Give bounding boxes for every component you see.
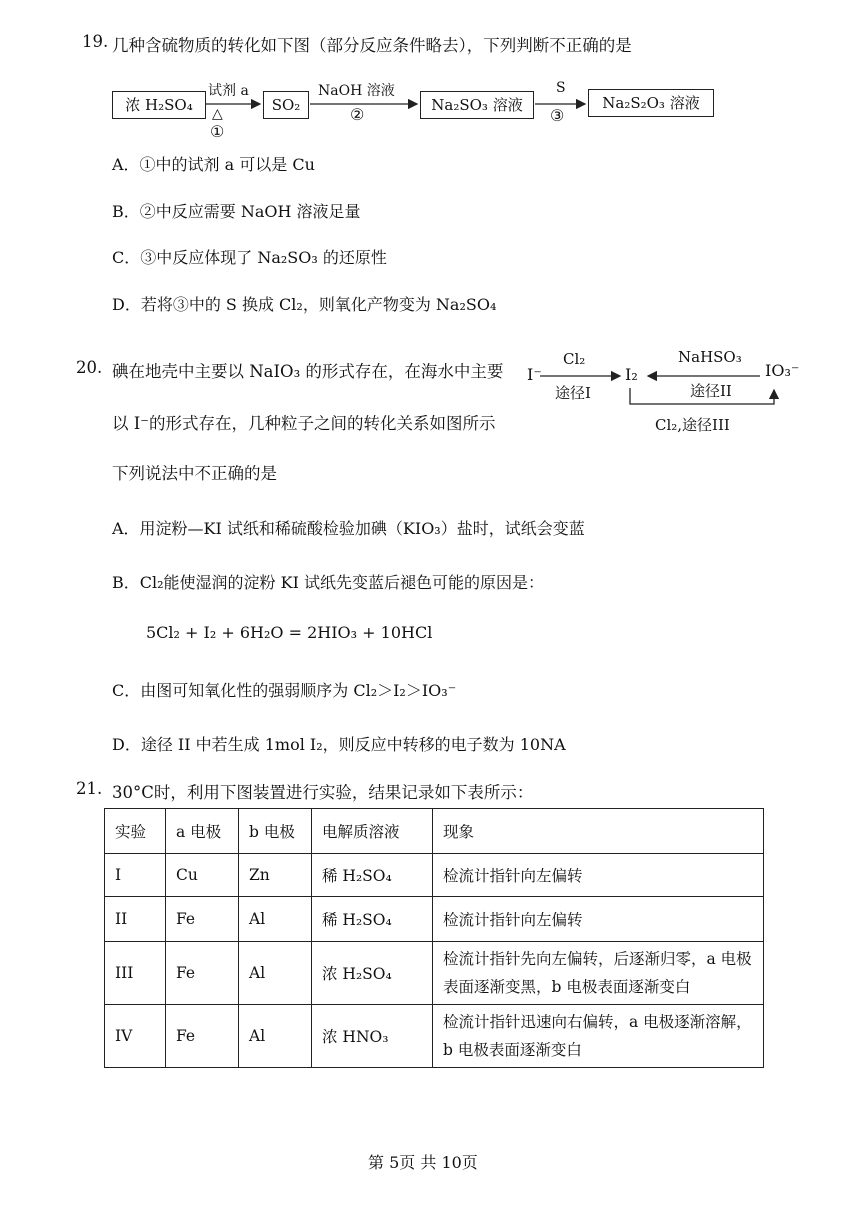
table-cell: III [105, 942, 166, 1005]
flow-arrow1-bottom-label: △ [212, 106, 223, 122]
q20-stem-line2: 以 I⁻的形式存在，几种粒子之间的转化关系如图所示 [112, 414, 496, 433]
table-row [105, 942, 764, 1005]
table-cell: I [105, 854, 166, 897]
diagram-arrow2-top-label: NaHSO₃ [678, 348, 742, 366]
diagram-arrows-svg [0, 340, 860, 420]
flow-step2-label: ② [350, 105, 365, 124]
table-header-row [105, 809, 764, 854]
table-cell: II [105, 897, 166, 942]
flow-box-na2so3: Na₂SO₃ 溶液 [420, 91, 534, 119]
q20-number: 20. [76, 358, 103, 377]
flow-step1-label: ① [210, 122, 225, 141]
page-footer: 第 5页 共 10页 [368, 1153, 478, 1172]
q19-option-d: D．若将③中的 S 换成 Cl₂，则氧化产物变为 Na₂SO₄ [112, 295, 497, 314]
table-header-cell: b 电极 [239, 809, 312, 854]
q19-number: 19. [82, 32, 109, 51]
diagram-arrow2-bottom-label: 途径II [690, 382, 732, 400]
table-cell: Cu [166, 854, 239, 897]
table-cell: Fe [166, 942, 239, 1005]
q19-stem: 几种含硫物质的转化如下图（部分反应条件略去），下列判断不正确的是 [112, 36, 632, 55]
diagram-iodine: I₂ [625, 365, 638, 384]
q21-number: 21. [76, 779, 103, 798]
flow-arrow3-top-label: S [556, 80, 566, 96]
flow-arrows-svg [0, 0, 860, 140]
diagram-arrow3-label: Cl₂,途径III [655, 416, 730, 434]
flow-box-conc-h2so4: 浓 H₂SO₄ [112, 91, 206, 119]
q19-option-a: A．①中的试剂 a 可以是 Cu [112, 155, 315, 174]
flow-box-so2: SO₂ [263, 91, 309, 119]
diagram-iodate: IO₃⁻ [765, 361, 800, 380]
diagram-arrow1-bottom-label: 途径I [555, 384, 591, 402]
table-cell: Al [239, 897, 312, 942]
diagram-arrow-path3 [630, 388, 774, 404]
table-cell: Fe [166, 1005, 239, 1068]
flow-arrow2-top-label: NaOH 溶液 [318, 83, 395, 99]
diagram-iodide: I⁻ [527, 365, 542, 384]
flow-box-na2s2o3: Na₂S₂O₃ 溶液 [588, 89, 714, 117]
table-cell: Al [239, 942, 312, 1005]
table-cell: 稀 H₂SO₄ [312, 897, 433, 942]
q21-stem: 30°C时，利用下图装置进行实验，结果记录如下表所示： [112, 783, 534, 802]
q20-stem-line1: 碘在地壳中主要以 NaIO₃ 的形式存在，在海水中主要 [112, 362, 504, 381]
q20-option-b: B．Cl₂能使湿润的淀粉 KI 试纸先变蓝后褪色可能的原因是： [112, 573, 544, 592]
table-cell: Fe [166, 897, 239, 942]
table-header-cell: a 电极 [166, 809, 239, 854]
table-header-cell: 现象 [433, 809, 764, 854]
table-cell: 检流计指针迅速向右偏转，a 电极逐渐溶解，b 电极表面逐渐变白 [433, 1005, 764, 1068]
table-cell: 浓 HNO₃ [312, 1005, 433, 1068]
table-header-cell: 实验 [105, 809, 166, 854]
table-cell: Al [239, 1005, 312, 1068]
diagram-arrow1-top-label: Cl₂ [563, 350, 586, 368]
q19-option-b: B．②中反应需要 NaOH 溶液足量 [112, 202, 361, 221]
table-header-cell: 电解质溶液 [312, 809, 433, 854]
q20-stem-line3: 下列说法中不正确的是 [112, 464, 277, 483]
table-cell: 检流计指针先向左偏转，后逐渐归零，a 电极表面逐渐变黑，b 电极表面逐渐变白 [433, 942, 764, 1005]
q20-option-a: A．用淀粉—KI 试纸和稀硫酸检验加碘（KIO₃）盐时，试纸会变蓝 [112, 519, 585, 538]
q20-option-c: C．由图可知氧化性的强弱顺序为 Cl₂＞I₂＞IO₃⁻ [112, 681, 457, 700]
table-cell: 检流计指针向左偏转 [433, 897, 764, 942]
flow-step3-label: ③ [550, 106, 565, 125]
q19-option-c: C．③中反应体现了 Na₂SO₃ 的还原性 [112, 248, 387, 267]
table-row [105, 897, 764, 942]
table-row [105, 854, 764, 897]
table-cell: Zn [239, 854, 312, 897]
experiment-table [104, 808, 764, 1068]
table-cell: 检流计指针向左偏转 [433, 854, 764, 897]
table-cell: 稀 H₂SO₄ [312, 854, 433, 897]
table-cell: IV [105, 1005, 166, 1068]
table-cell: 浓 H₂SO₄ [312, 942, 433, 1005]
flow-arrow1-top-label: 试剂 a [208, 83, 249, 99]
q20-equation: 5Cl₂ + I₂ + 6H₂O = 2HIO₃ + 10HCl [146, 623, 433, 642]
table-row [105, 1005, 764, 1068]
q20-option-d: D．途径 II 中若生成 1mol I₂，则反应中转移的电子数为 10NA [112, 735, 566, 754]
